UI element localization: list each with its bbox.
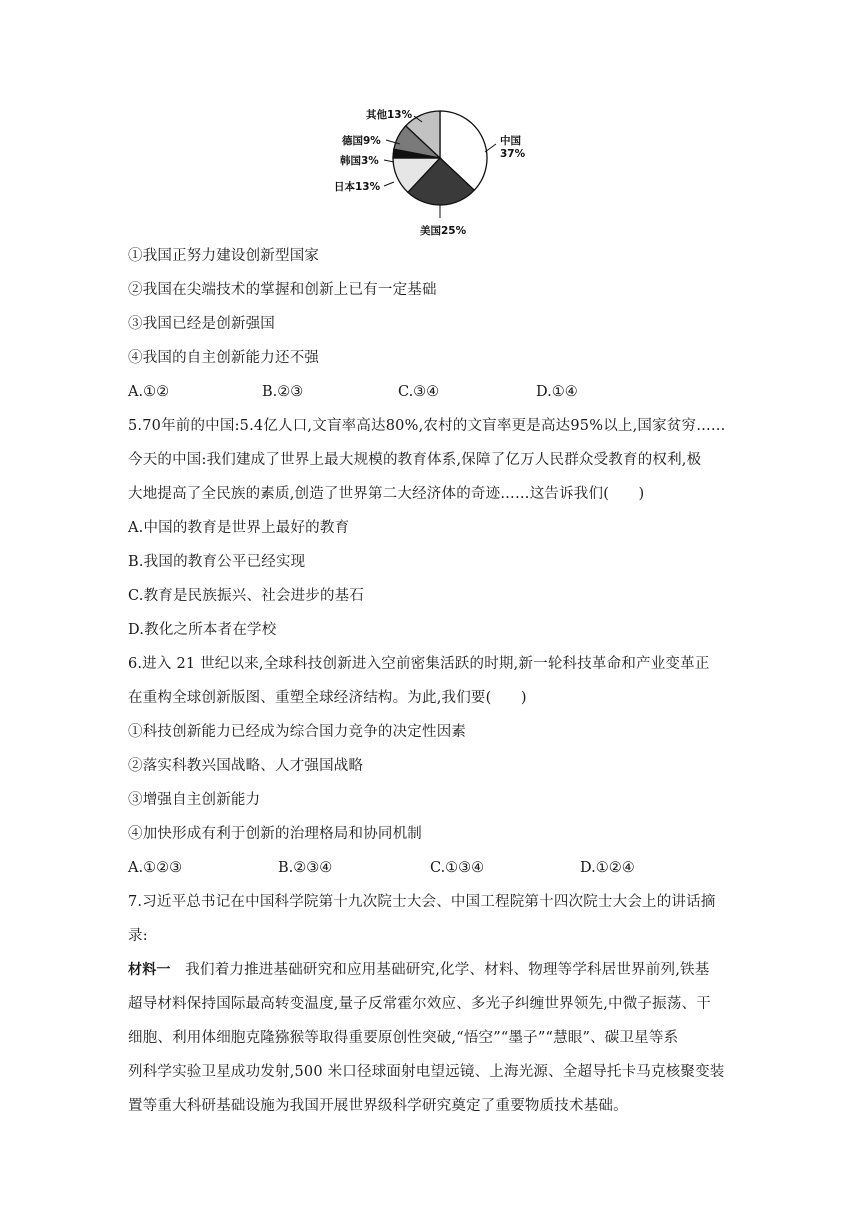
q7-material-line2: 超导材料保持国际最高转变温度,量子反常霍尔效应、多光子纠缠世界领先,中微子振荡、干: [128, 996, 711, 1012]
q7-material-line1: [128, 960, 709, 980]
pie-label-germany: 德国9%: [342, 135, 381, 147]
material-text: 我们着力推进基础研究和应用基础研究,化学、材料、物理等学科居世界前列,铁基: [170, 962, 710, 978]
q6-option-c: C.①③④: [430, 860, 485, 876]
material-label: 材料一: [128, 962, 171, 978]
pie-label-usa: 美国25%: [420, 225, 467, 237]
q5-option-d: D.教化之所本者在学校: [128, 622, 277, 638]
q6-option-b: B.②③④: [278, 860, 333, 876]
q6-statement-2: ②落实科教兴国战略、人才强国战略: [128, 758, 364, 774]
pie-label-japan: 日本13%: [334, 181, 381, 193]
q6-option-d: D.①②④: [580, 860, 635, 876]
q6-statement-3: ③增强自主创新能力: [128, 792, 261, 808]
q6-statement-4: ④加快形成有利于创新的治理格局和协同机制: [128, 826, 422, 842]
q4-statement-4: ④我国的自主创新能力还不强: [128, 350, 320, 366]
q6-stem-line1: 6.进入 21 世纪以来,全球科技创新进入空前密集活跃的时期,新一轮科技革命和产业变革正: [128, 656, 710, 672]
q5-stem-line3: 大地提高了全民族的素质,创造了世界第二大经济体的奇迹……这告诉我们( ): [128, 486, 645, 502]
q4-statement-1: ①我国正努力建设创新型国家: [128, 248, 320, 264]
q7-stem-line1: 7.习近平总书记在中国科学院第十九次院士大会、中国工程院第十四次院士大会上的讲话摘: [128, 894, 716, 910]
pie-label-china: 中国 37%: [500, 135, 526, 160]
q4-option-c: C.③④: [398, 384, 440, 400]
q5-option-c: C.教育是民族振兴、社会进步的基石: [128, 588, 365, 604]
q4-option-b: B.②③: [262, 384, 304, 400]
q7-material-line4: 列科学实验卫星成功发射,500 米口径球面射电望远镜、上海光源、全超导托卡马克核聚变装: [128, 1064, 725, 1080]
q5-option-a: A.中国的教育是世界上最好的教育: [128, 520, 350, 536]
pie-label-other: 其他13%: [366, 109, 413, 121]
q6-option-a: A.①②③: [128, 860, 183, 876]
q6-stem-line2: 在重构全球创新版图、重塑全球经济结构。为此,我们要( ): [128, 690, 527, 706]
q4-statement-3: ③我国已经是创新强国: [128, 316, 275, 332]
q7-material-line3: 细胞、利用体细胞克隆猕猴等取得重要原创性突破,“悟空”“墨子”“慧眼”、碳卫星等系: [128, 1030, 679, 1046]
q5-stem-line2: 今天的中国:我们建成了世界上最大规模的教育体系,保障了亿万人民群众受教育的权利,极: [128, 452, 702, 468]
q7-material-line5: 置等重大科研基础设施为我国开展世界级科学研究奠定了重要物质技术基础。: [128, 1098, 628, 1114]
q5-stem-line1: 5.70年前的中国:5.4亿人口,文盲率高达80%,农村的文盲率更是高达95%以上,国家贫穷……: [128, 418, 726, 434]
pie-label-korea: 韩国3%: [340, 155, 379, 167]
pie-chart: [320, 100, 526, 240]
q5-option-b: B.我国的教育公平已经实现: [128, 554, 306, 570]
q4-option-d: D.①④: [536, 384, 578, 400]
q4-option-a: A.①②: [128, 384, 170, 400]
pie-slices: [393, 111, 487, 205]
q6-statement-1: ①科技创新能力已经成为综合国力竞争的决定性因素: [128, 724, 467, 740]
q7-stem-line2: 录:: [128, 928, 148, 944]
q4-statement-2: ②我国在尖端技术的掌握和创新上已有一定基础: [128, 282, 437, 298]
